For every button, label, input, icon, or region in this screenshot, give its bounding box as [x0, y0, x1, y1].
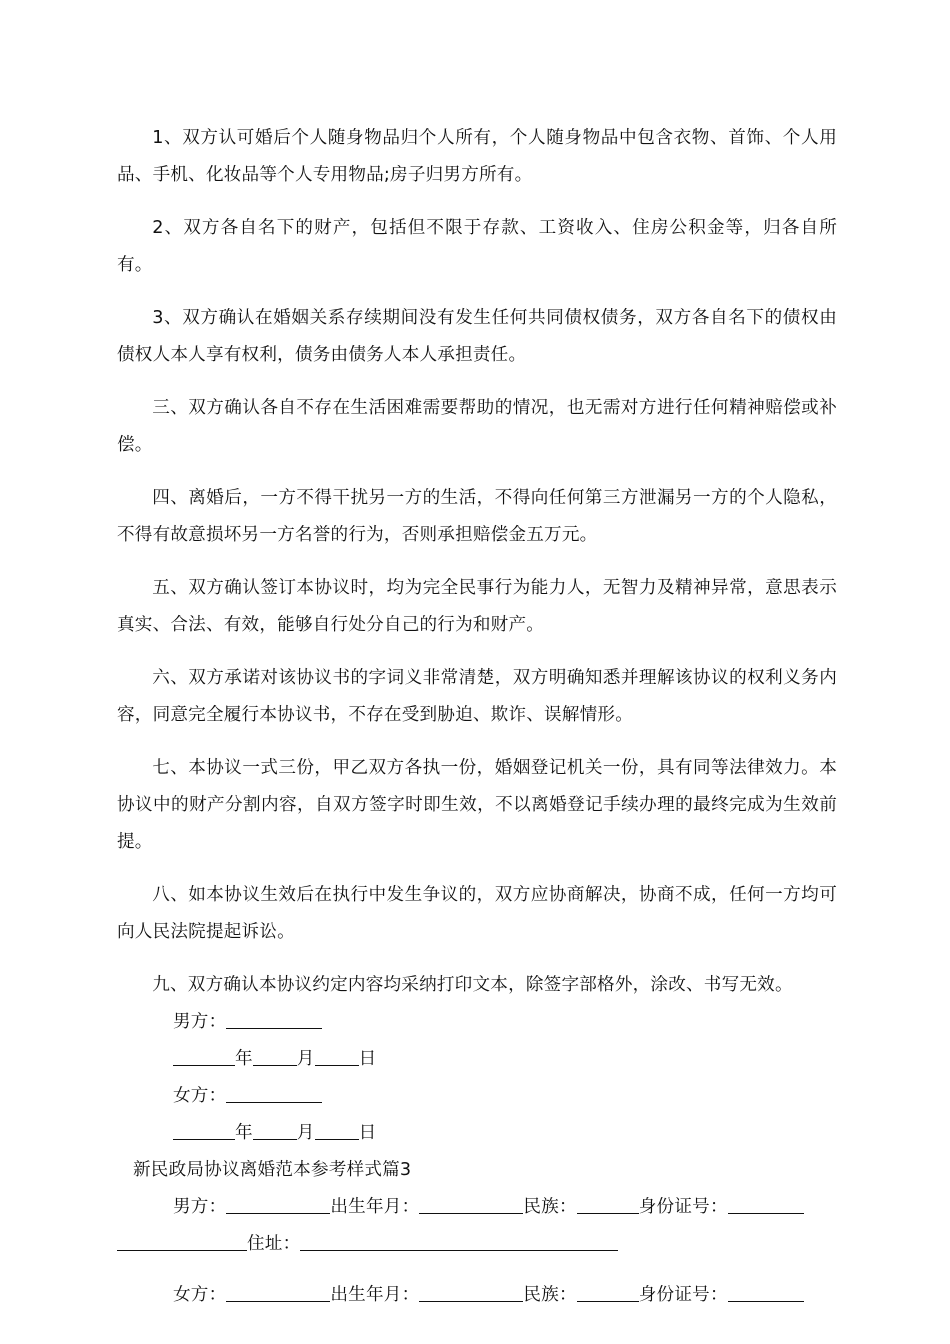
- date-year-blank: [173, 1121, 235, 1140]
- signature-female-line: [117, 1078, 837, 1115]
- form-female-birth-blank: [419, 1283, 523, 1302]
- form-male-id-blank: [728, 1195, 804, 1214]
- section-title: 新民政局协议离婚范本参考样式篇3: [133, 1160, 412, 1180]
- form-birth-label: 出生年月：: [330, 1285, 420, 1305]
- form-id-label: 身份证号：: [638, 1197, 728, 1217]
- date-month-blank: [253, 1121, 297, 1140]
- date-day-blank: [315, 1121, 359, 1140]
- form-female-id-blank: [728, 1283, 804, 1302]
- date-month-label: 月: [296, 1049, 315, 1069]
- form-female-ethnic-blank: [577, 1283, 639, 1302]
- paragraph-item-1: 1、双方认可婚后个人随身物品归个人所有，个人随身物品中包含衣物、首饰、个人用品、手机、化妆品等个人专用物品;房子归男方所有。: [117, 128, 837, 185]
- signature-female-date-line: [117, 1115, 837, 1152]
- form-male-name-blank: [226, 1195, 330, 1214]
- form-male-label: 男方：: [173, 1197, 227, 1217]
- form-male-birth-blank: [419, 1195, 523, 1214]
- signature-male-line: [117, 1004, 837, 1041]
- paragraph-item-2: 2、双方各自名下的财产，包括但不限于存款、工资收入、住房公积金等，归各自所有。: [117, 218, 837, 275]
- paragraph-clause-4: 四、离婚后，一方不得干扰另一方的生活，不得向任何第三方泄漏另一方的个人隐私，不得有故意损坏另一方名誉的行为，否则承担赔偿金五万元。: [117, 488, 837, 545]
- form-female-label: 女方：: [173, 1285, 227, 1305]
- form-birth-label: 出生年月：: [330, 1197, 420, 1217]
- paragraph-item-3: 3、双方确认在婚姻关系存续期间没有发生任何共同债权债务，双方各自名下的债权由债权人本人享有权利，债务由债务人本人承担责任。: [117, 308, 837, 365]
- form-ethnic-label: 民族：: [523, 1197, 577, 1217]
- signature-male-date-line: [117, 1041, 837, 1078]
- signature-female-label: 女方：: [173, 1086, 227, 1106]
- signature-female-blank: [226, 1084, 322, 1103]
- form-female-line: [117, 1277, 837, 1314]
- date-year-blank: [173, 1047, 235, 1066]
- date-year-label: 年: [235, 1123, 253, 1143]
- form-male-address-line: [117, 1226, 837, 1263]
- date-month-label: 月: [296, 1123, 315, 1143]
- form-male-ethnic-blank: [577, 1195, 639, 1214]
- form-id-label: 身份证号：: [638, 1285, 728, 1305]
- form-female-name-blank: [226, 1283, 330, 1302]
- paragraph-clause-7: 七、本协议一式三份，甲乙双方各执一份，婚姻登记机关一份，具有同等法律效力。本协议中的财产分割内容，自双方签字时即生效，不以离婚登记手续办理的最终完成为生效前提。: [117, 758, 837, 852]
- signature-male-label: 男方：: [173, 1012, 227, 1032]
- form-male-id-continued-blank: [117, 1232, 247, 1251]
- signature-male-blank: [226, 1010, 322, 1029]
- date-day-blank: [315, 1047, 359, 1066]
- date-day-label: 日: [358, 1123, 377, 1143]
- date-day-label: 日: [358, 1049, 377, 1069]
- date-year-label: 年: [235, 1049, 253, 1069]
- paragraph-clause-9: 九、双方确认本协议约定内容均采纳打印文本，除签字部格外，涂改、书写无效。: [152, 975, 793, 995]
- form-male-address-blank: [300, 1232, 618, 1251]
- paragraph-clause-8: 八、如本协议生效后在执行中发生争议的，双方应协商解决，协商不成，任何一方均可向人民法院提起诉讼。: [117, 885, 837, 942]
- form-ethnic-label: 民族：: [523, 1285, 577, 1305]
- document-body: [117, 120, 837, 1314]
- form-male-line: [117, 1189, 837, 1226]
- date-month-blank: [253, 1047, 297, 1066]
- paragraph-clause-6: 六、双方承诺对该协议书的字词义非常清楚，双方明确知悉并理解该协议的权利义务内容，同意完全履行本协议书，不存在受到胁迫、欺诈、误解情形。: [117, 668, 837, 725]
- form-address-label: 住址：: [247, 1234, 301, 1254]
- paragraph-clause-3: 三、双方确认各自不存在生活困难需要帮助的情况，也无需对方进行任何精神赔偿或补偿。: [117, 398, 837, 455]
- paragraph-clause-5: 五、双方确认签订本协议时，均为完全民事行为能力人，无智力及精神异常，意思表示真实、合法、有效，能够自行处分自己的行为和财产。: [117, 578, 837, 635]
